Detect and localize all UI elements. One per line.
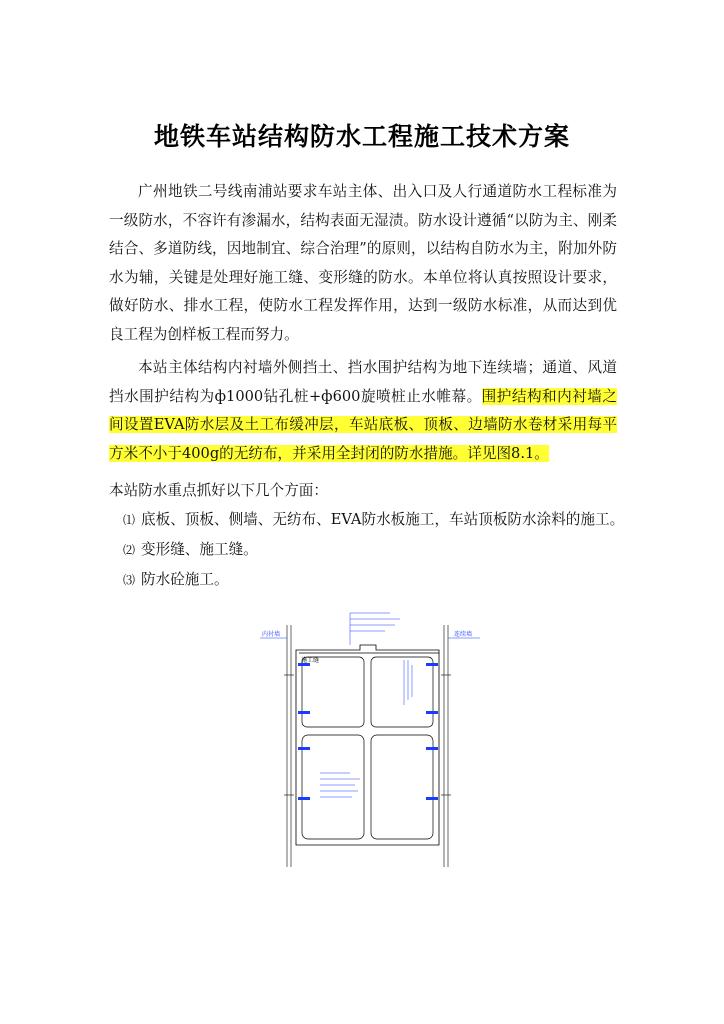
- highlighted-text: 围护结构和内衬墙之间设置EVA防水层及土工布缓冲层，车站底板、顶板、边墙防水卷材采用每平方米不小于400g的无纺布，并采用全封闭的防水措施。详见图8.1。: [109, 387, 617, 462]
- paragraph-waterproof-standard: 广州地铁二号线南浦站要求车站主体、出入口及人行通道防水工程标准为一级防水，不容许有渗漏水，结构表面无湿渍。防水设计遵循“以防为主、刚柔结合、多道防线，因地制宜、综合治理”的原则，以结构自防水为主，附加外防水为辅，关键是处理好施工缝、变形缝的防水。本单位将认真按照设计要求，做好防水、排水工程，使防水工程发挥作用，达到一级防水标准，从而达到优良工程为创样板工程而努力。: [109, 183, 617, 343]
- lower-annotation: [320, 773, 360, 797]
- paragraph-plain-text: 本站主体结构内衬墙外侧挡土、挡水围护结构为地下连续墙；通道、风道挡水围护结构为ф1000钻孔桩+ф600旋喷桩止水帷幕。: [109, 359, 617, 405]
- list-item-text: 变形缝、施工缝。: [141, 541, 258, 558]
- list-item-number: ⑶: [123, 573, 136, 587]
- page-title: 地铁车站结构防水工程施工技术方案: [153, 122, 570, 151]
- station-cross-section-drawing: [240, 605, 490, 870]
- list-item: [123, 570, 229, 590]
- list-item: [123, 510, 624, 530]
- upper-cells: [302, 657, 433, 839]
- label-left: 内衬墙: [262, 631, 281, 638]
- joint-label: 施工缝: [301, 657, 320, 664]
- structure-outline: [296, 645, 439, 845]
- list-item-text: 底板、顶板、侧墙、无纺布、EVA防水板施工，车站顶板防水涂料的施工。: [141, 511, 625, 528]
- paragraph-structure-description: [109, 354, 617, 468]
- top-annotation: [350, 613, 400, 645]
- focus-intro: 本站防水重点抓好以下几个方面：: [109, 482, 328, 499]
- list-item: [123, 540, 258, 560]
- label-right: 连续墙: [454, 631, 473, 638]
- joint-markers: [298, 663, 438, 800]
- list-item-text: 防水砼施工。: [141, 571, 229, 588]
- side-annotation: [404, 660, 412, 705]
- waterproof-section-figure: [240, 605, 490, 870]
- list-item-number: ⑵: [123, 543, 136, 557]
- list-item-number: ⑴: [123, 513, 136, 527]
